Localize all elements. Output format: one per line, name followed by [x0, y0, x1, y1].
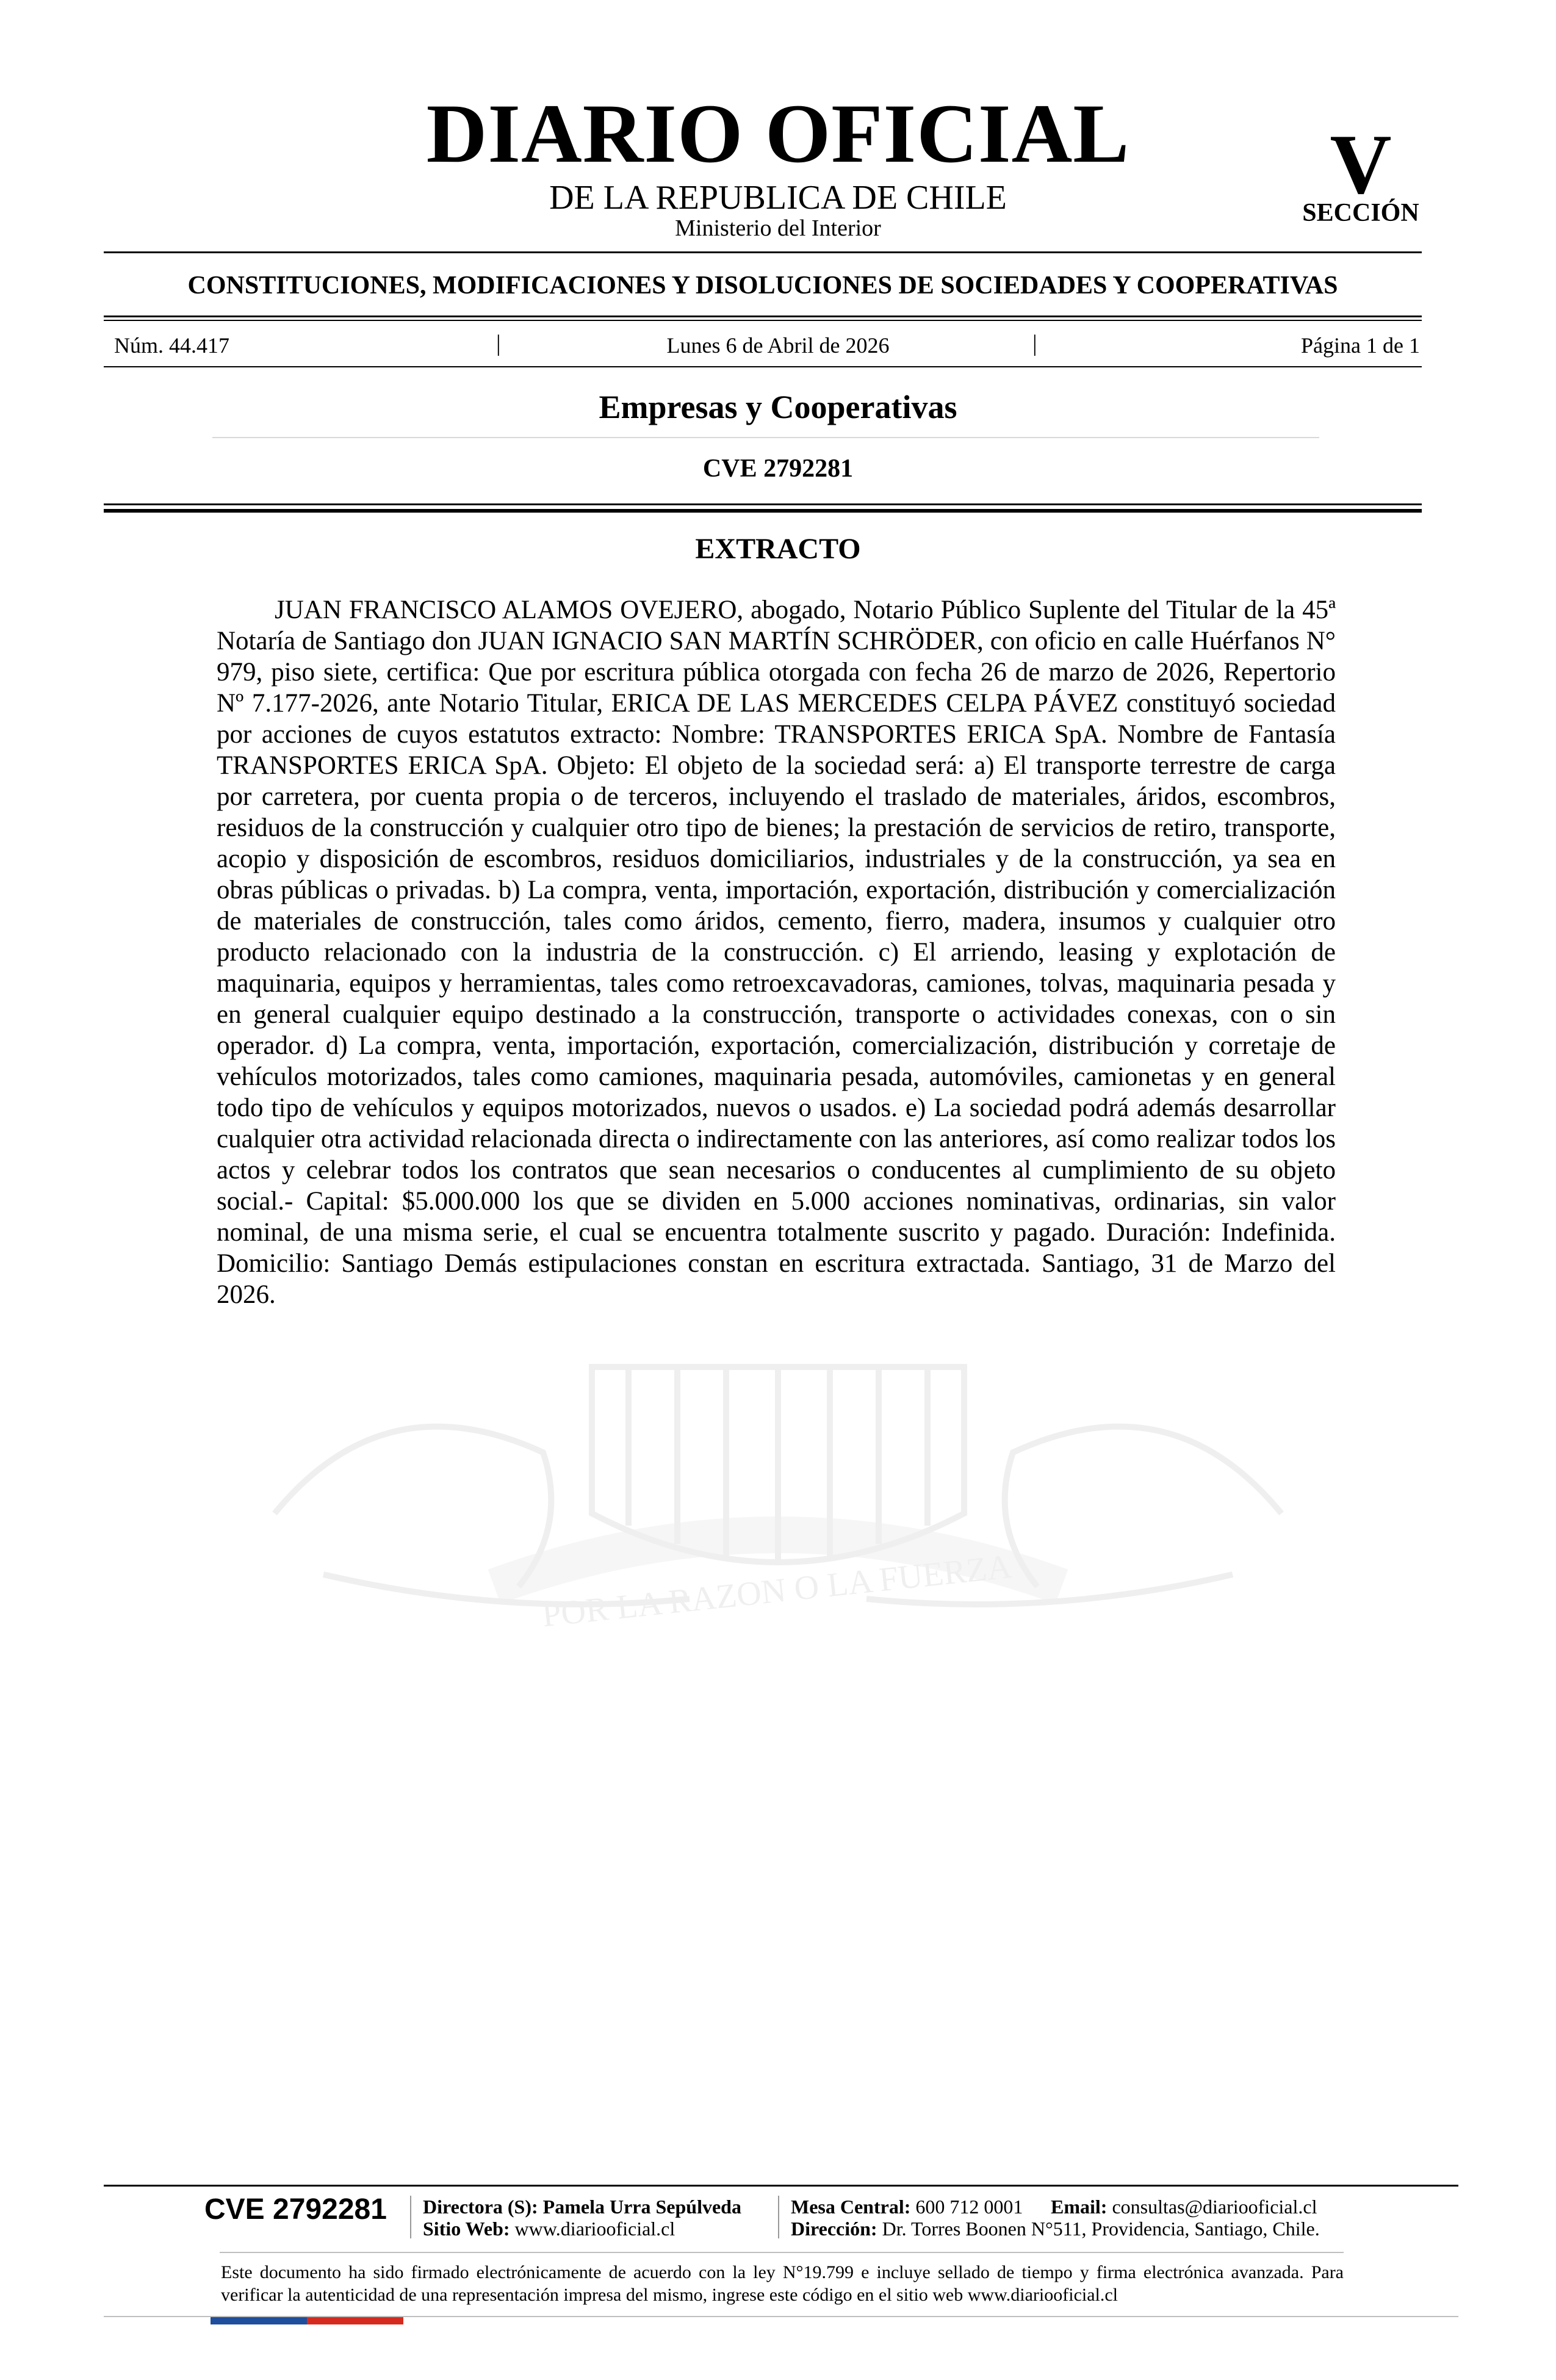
flag-stripe-blue [211, 2317, 307, 2324]
category-title: Empresas y Cooperativas [599, 389, 957, 425]
watermark-motto: POR LA RAZON O LA FUERZA [540, 1547, 1014, 1635]
issue-page: Página 1 de 1 [1301, 333, 1420, 358]
footer-cve-code: CVE 2792281 [204, 2193, 387, 2226]
footer-email [1051, 2196, 1317, 2218]
footer-divider [104, 2185, 1458, 2187]
phone-label: Mesa Central: [791, 2196, 911, 2218]
phone-number: 600 712 0001 [915, 2196, 1023, 2218]
issue-separator: | [1032, 331, 1037, 356]
issue-divider [104, 366, 1422, 367]
email-label: Email: [1051, 2196, 1108, 2218]
address-text: Dr. Torres Boonen N°511, Providencia, Santiago, Chile. [882, 2218, 1320, 2240]
director-label: Directora (S): [423, 2196, 538, 2218]
category-divider [212, 437, 1319, 438]
footer-address [791, 2218, 1320, 2240]
email-link[interactable]: consultas@diariooficial.cl [1112, 2196, 1317, 2218]
address-label: Dirección: [791, 2218, 877, 2240]
director-name: Pamela Urra Sepúlveda [542, 2196, 741, 2218]
masthead-ministry: Ministerio del Interior [675, 215, 881, 241]
website-link[interactable]: www.diariooficial.cl [514, 2218, 675, 2240]
section-word: SECCIÓN [1302, 199, 1419, 227]
document-heading: EXTRACTO [695, 533, 861, 565]
website-label: Sitio Web: [423, 2218, 510, 2240]
footer-phone [791, 2196, 1023, 2218]
section-title: CONSTITUCIONES, MODIFICACIONES Y DISOLUCIONES DE SOCIEDADES Y COOPERATIVAS [187, 272, 1338, 300]
footer-separator [778, 2196, 779, 2238]
footer-legal-notice: Este documento ha sido firmado electrónicamente de acuerdo con la ley N°19.799 e incluye sellado de tiempo y firma electrónica avanzada. Para verificar la autenticidad de una representación impresa del mismo, ingrese este código en el sitio web www.diariooficial.cl [221, 2262, 1344, 2305]
masthead-title: DIARIO OFICIAL [426, 87, 1130, 180]
footer-separator [410, 2196, 411, 2238]
section-title-divider-thin [104, 320, 1422, 321]
header-divider [104, 251, 1422, 253]
issue-number: Núm. 44.417 [114, 333, 229, 358]
issue-separator: | [496, 331, 501, 356]
section-title-divider [104, 316, 1422, 317]
cve-code: CVE 2792281 [702, 455, 854, 483]
footer-inner-divider [220, 2252, 1344, 2253]
section-letter: V [1330, 117, 1392, 212]
footer-director [423, 2196, 741, 2218]
cve-divider-thick [104, 509, 1422, 513]
document-body: JUAN FRANCISCO ALAMOS OVEJERO, abogado, Notario Público Suplente del Titular de la 45ª Notaría de Santiago don JUAN IGNACIO SAN MARTÍN SCHRÖDER, con oficio en calle Huérfanos N° 979, piso siete, certifica: Que por escritura pública otorgada con fecha 26 de marzo de 2026, Repertorio Nº 7.177-2026, ante Notario Titular, ERICA DE LAS MERCEDES CELPA PÁVEZ constituyó sociedad por acciones de cuyos estatutos extracto: Nombre: TRANSPORTES ERICA SpA. Nombre de Fantasía TRANSPORTES ERICA SpA. Objeto: El objeto de la sociedad será: a) El transporte terrestre de carga por carretera, por cuenta propia o de terceros, incluyendo el traslado de materiales, áridos, escombros, residuos de la construcción y cualquier otro tipo de bienes; la prestación de servicios de retiro, transporte, acopio y disposición de escombros, residuos domiciliarios, industriales y de la construcción, ya sea en obras públicas o privadas. b) La compra, venta, importación, exportación, distribución y comercialización de materiales de construcción, tales como áridos, cemento, fierro, madera, insumos y cualquier otro producto relacionado con la industria de la construcción. c) El arriendo, leasing y explotación de maquinaria, equipos y herramientas, tales como retroexcavadoras, camiones, tolvas, maquinaria pesada y en general cualquier equipo destinado a la construcción, transporte o actividades conexas, con o sin operador. d) La compra, venta, importación, exportación, comercialización, distribución y corretaje de vehículos motorizados, tales como camiones, maquinaria pesada, automóviles, camionetas y en general todo tipo de vehículos y equipos motorizados, nuevos o usados. e) La sociedad podrá además desarrollar cualquier otra actividad relacionada directa o indirectamente con las anteriores, así como realizar todos los actos y celebrar todos los contratos que sean necesarios o conducentes al cumplimiento de su objeto social.- Capital: $5.000.000 los que se dividen en 5.000 acciones nominativas, ordinarias, sin valor nominal, de una misma serie, el cual se encuentra totalmente suscrito y pagado. Duración: Indefinida. Domicilio: Santiago Demás estipulaciones constan en escritura extractada. Santiago, 31 de Marzo del 2026. [217, 596, 1336, 1309]
flag-stripe-red [307, 2317, 403, 2324]
issue-date: Lunes 6 de Abril de 2026 [666, 333, 890, 358]
masthead-subtitle: DE LA REPUBLICA DE CHILE [549, 179, 1007, 217]
cve-divider [104, 503, 1422, 505]
coat-of-arms-watermark [201, 1330, 1355, 1672]
footer-website [423, 2218, 675, 2240]
